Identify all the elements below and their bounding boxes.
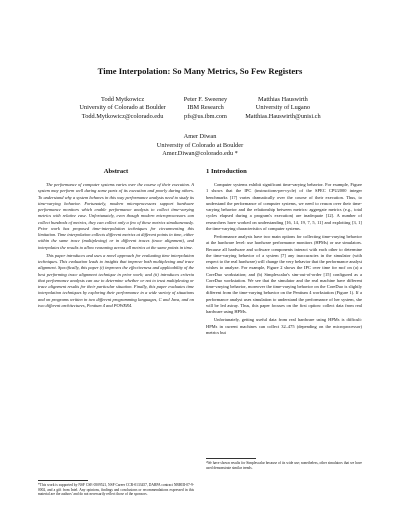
abstract-paragraph: This paper introduces and uses a novel approach for evaluating time interpolation techniques. This evaluation leads to insights that improve both multiplexing and trace alignment. Specifically, this paper (i) improves the effectiveness and applicability of the best performing trace alignment technique in prior work; and (ii) introduces criteria that performance analysts can use to determine whether or not to trust multiplexing or trace alignment results for their particular situation. Finally, this paper evaluates time interpolation techniques by exploring their performance in a wide variety of situations and on programs written in two different programming languages, C and Java, and on two different architectures, Pentium 4 and POWER4. bbox=[38, 252, 194, 308]
author-sweeney bbox=[184, 96, 227, 121]
intro-paragraph: Performance analysts have two main options for collecting time-varying behavior at the hardware level: use hardware performance monitors (HPMs) or use simulators. Because all hardware and software components interact with each other to determine the time-varying behavior of a system [7] any inaccuracies in the simulator (with respect to the real hardware) will change the very behavior that the performance analyst wishes to analyze. For example, Figure 2 shows the IPC over time for mcf on (a) a CoreDuo workstation; and (b) Simplescalar's sim-out-of-order [15] configured as a CoreDuo workstation. We see that the simulator and the real machine have different time-varying behavior, moreover the time-varying behavior on the CoreDuo is slightly different from the time-varying behavior on the Pentium 4 workstation (Figure 1). If a performance analyst uses simulation to understand the performance of her system, she will be led astray. Thus, this paper focuses on the first option: collect data from real hardware using HPMs. bbox=[206, 234, 362, 314]
footnotes bbox=[38, 461, 362, 497]
author-affiliation: University of Lugano bbox=[255, 104, 310, 112]
author-affiliation: University of Colorado at Boulder bbox=[79, 104, 166, 112]
author-name: Todd Mytkowicz bbox=[101, 96, 145, 103]
author-affiliation: IBM Research bbox=[187, 104, 224, 112]
author-name: Matthias Hauswirth bbox=[257, 96, 308, 103]
intro-paragraph: Computer systems exhibit significant time-varying behavior. For example, Figure 1 shows that the IPC (instructions-per-cycle) of the SPEC CPU2000 integer benchmarks [17] varies dramatically over the course of their execution. Thus, to understand the performance of computer systems, we need to reason over their time-varying behavior and the relationship between metrics: aggregate metrics (e.g., total cycles elapsed during a program's execution) are inadequate [12]. A number of researchers have worked on understanding [16, 14, 19, 7, 5, 11] and exploiting [3, 1] the time-varying characteristics of computer systems. bbox=[206, 182, 362, 231]
author-name: Peter F. Sweeney bbox=[183, 96, 228, 103]
two-column-body bbox=[38, 168, 362, 338]
author-email: Matthias.Hauswirth@unisi.ch bbox=[245, 112, 321, 120]
author-name: Amer Diwan bbox=[183, 133, 217, 141]
author-affiliation: University of Colorado at Boulder bbox=[156, 141, 244, 149]
footnote-rule bbox=[206, 458, 256, 459]
paper-title: Time Interpolation: So Many Metrics, So Few Registers bbox=[97, 66, 303, 76]
author-block bbox=[0, 96, 400, 158]
introduction-heading: 1 Introduction bbox=[206, 168, 247, 175]
footnote-text: *This work is supported by NSF CSE-0509521, NSF Career CCR-0133457, DARPA contract NBHIII-07-9-0002, and a gift from Intel. Any opinions, findings and conclusions or recommendations expressed in this material are the authors' and do not necessarily reflect those of the sponsors. bbox=[38, 483, 194, 497]
footnote-rule bbox=[38, 480, 88, 481]
abstract-paragraph: The performance of computer systems varies over the course of their execution. A system may perform well during some parts of its execution and poorly during others. To understand why a system behaves in this way performance analysts need to study its time-varying behavior. Fortunately, modern microprocessors support hardware performance monitors which enable performance analysts to collect time-varying metrics with relative ease. Unfortunately, even though modern microprocessors can collect hundreds of metrics, they can collect only a few of these metrics simultaneously. Prior work has proposed time-interpolation techniques for circumventing this limitation. Time interpolation collects different metrics at different points in time, either within the same trace (multiplexing) or in different traces (trace alignment), and interpolates the results to allow reasoning across all metrics at the same points in time. bbox=[38, 182, 194, 250]
footnote-right bbox=[206, 458, 362, 497]
intro-paragraph: Unfortunately, getting useful data from real hardware using HPMs is difficult: HPMs in current machines can collect 32–475 (depending on the microprocessor) metrics but bbox=[206, 317, 362, 335]
author-email: Amer.Diwan@colorado.edu * bbox=[162, 150, 238, 158]
author-email: pfs@us.ibm.com bbox=[184, 112, 227, 120]
author-hauswirth bbox=[245, 96, 320, 121]
author-row bbox=[0, 96, 400, 121]
footnote-text: ¹We have shown results for Simplescalar because of its wide use; nonetheless, other simulators that we have used demonstrate similar trends. bbox=[206, 461, 362, 470]
author-diwan bbox=[0, 133, 400, 158]
footnote-left bbox=[38, 480, 194, 497]
introduction-column bbox=[206, 168, 362, 338]
author-email: Todd.Mytkowicz@colorado.edu bbox=[81, 112, 164, 120]
author-mytkowicz bbox=[79, 96, 165, 121]
abstract-column bbox=[38, 168, 194, 338]
abstract-heading: Abstract bbox=[103, 168, 129, 175]
